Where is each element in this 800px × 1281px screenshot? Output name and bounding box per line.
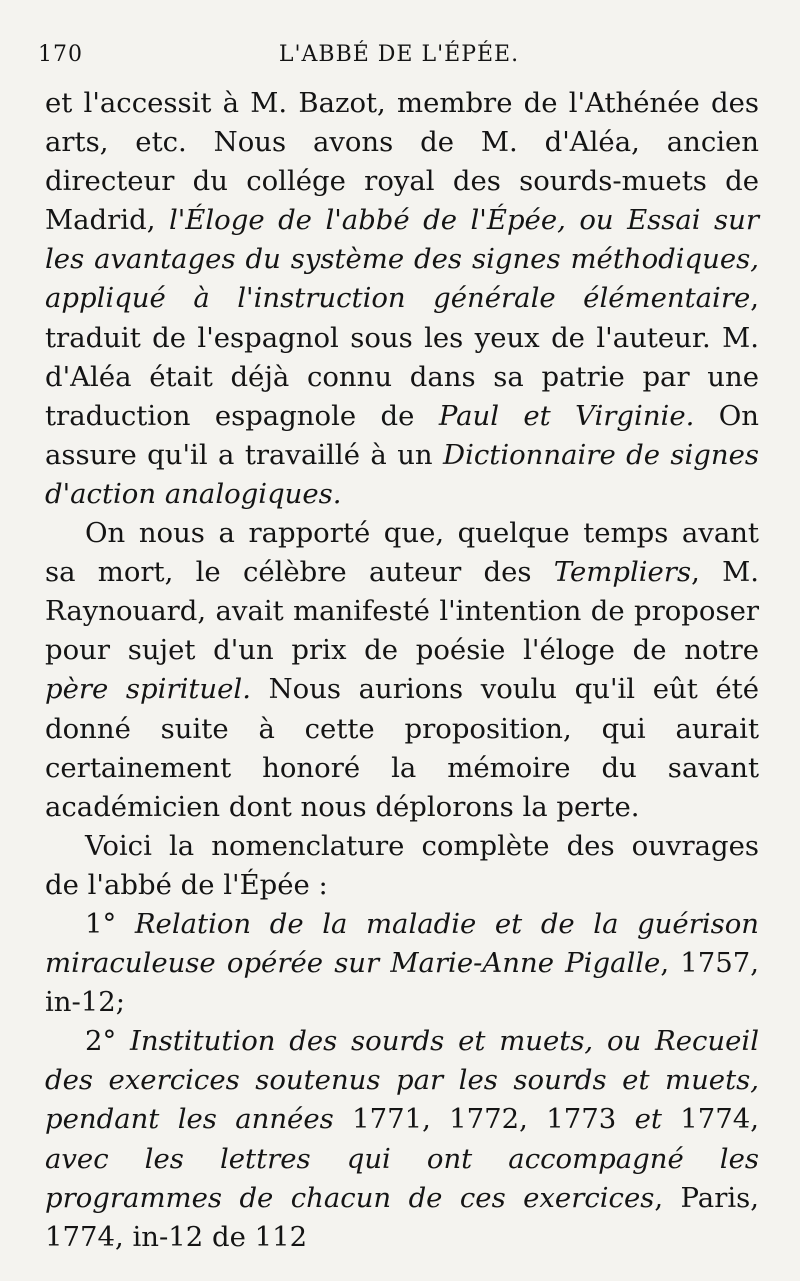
text-segment: , Paris, 1774, in-12 de 112 <box>45 1181 759 1253</box>
text-segment: On nous a rapporté que, quelque temps avant sa mort, le célèbre auteur des <box>45 517 759 589</box>
italic-text: l'Éloge de l'abbé de l'Épée, ou Essai sur les avantages du système des signes méthodiques, appliqué à l'instruction générale élémentaire <box>45 204 760 315</box>
text-segment: Nous aurions voulu qu'il eût été donné suite à cette proposition, qui aurait certainement honoré la mémoire du savant académicien dont nous déplorons la perte. <box>45 673 759 823</box>
text-segment: , 1757, in-12; <box>45 947 759 1019</box>
running-title: L'ABBÉ DE L'ÉPÉE. <box>278 42 520 67</box>
text-segment: On assure qu'il a travaillé à un <box>45 399 760 471</box>
running-header <box>38 42 760 76</box>
italic-text: Paul et Virginie. <box>438 399 695 432</box>
text-segment: 1° <box>85 907 135 940</box>
italic-text: Templiers <box>553 556 692 589</box>
text-segment: Voici la nomenclature complète des ouvrages de l'abbé de l'Épée : <box>45 829 759 901</box>
text-segment: et l'accessit à M. Bazot, membre de l'Athénée des arts, etc. Nous avons de M. d'Aléa, ancien directeur du collége royal des sourds-muets de Madrid, <box>45 87 759 237</box>
italic-text: Institution des sourds et muets, ou Recueil des exercices soutenus par les sourds et muets, pendant les années <box>45 1025 759 1136</box>
paragraph <box>45 514 759 827</box>
text-segment: 2° <box>85 1025 131 1058</box>
italic-text: avec les lettres qui ont accompagné les programmes de chacun de ces exercices <box>45 1142 759 1214</box>
page-number: 170 <box>38 42 83 67</box>
italic-text: père spirituel. <box>45 673 251 706</box>
text-segment: , traduit de l'espagnol sous les yeux de l'auteur. M. d'Aléa était déjà connu dans sa patrie par une traduction espagnole de <box>45 282 759 432</box>
italic-text: Relation de la maladie et de la guérison miraculeuse opérée sur Marie-Anne Pigalle <box>45 907 759 980</box>
italic-text: et <box>634 1103 662 1136</box>
paragraph <box>45 1022 759 1257</box>
body-text <box>45 84 759 1257</box>
italic-text: Dictionnaire de signes d'action analogiques. <box>45 438 760 510</box>
text-segment: , M. Raynouard, avait manifesté l'intention de proposer pour sujet d'un prix de poésie l'éloge de notre <box>45 556 759 667</box>
paragraph <box>45 905 759 1022</box>
paragraph <box>45 84 759 514</box>
text-segment: 1774, <box>661 1103 760 1136</box>
paragraph <box>45 827 759 905</box>
text-segment: 1771, 1772, 1773 <box>333 1103 635 1136</box>
